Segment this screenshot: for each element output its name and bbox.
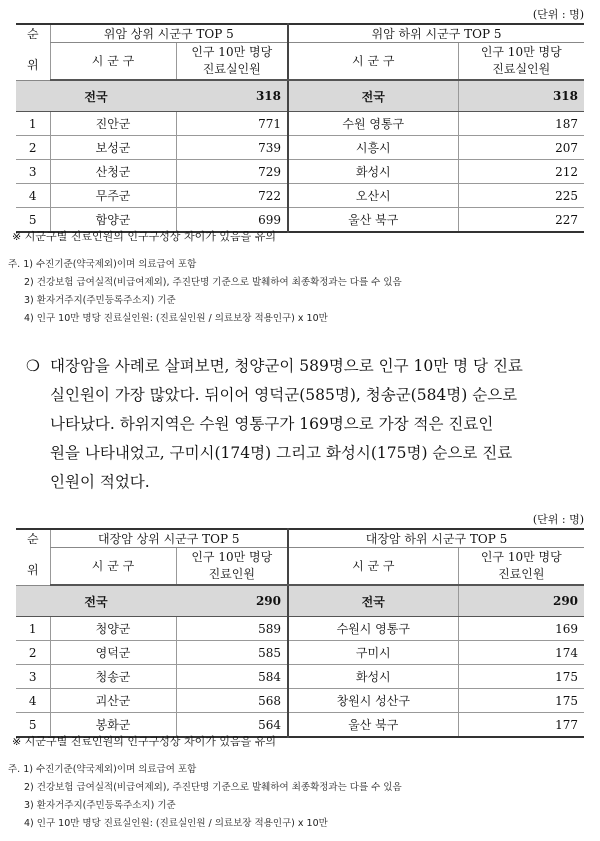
region-cell: 괴산군 [50,689,176,713]
value-cell: 589 [176,617,288,641]
rank-header: 순 위 [16,529,50,585]
paragraph-line: 인원이 적었다. [50,473,150,491]
national-label: 전국 [16,80,176,112]
region-cell: 청송군 [50,665,176,689]
footnote: 2) 건강보험 급여실적(비급여제외), 주진단명 기준으로 발췌하여 최종확정과는 다를 수 있음 [24,277,402,288]
region-cell: 영덕군 [50,641,176,665]
region-cell: 수원 영통구 [288,112,458,136]
value-header: 인구 10만 명당 진료인원 [176,548,288,586]
bottom5-title: 대장암 하위 시군구 TOP 5 [288,529,584,548]
value-cell: 739 [176,136,288,160]
region-cell: 무주군 [50,184,176,208]
rank-cell: 2 [16,641,50,665]
table-note: ※ 시군구별 진료인원의 인구구성상 차이가 있음을 유의 [12,230,276,243]
rank-cell: 4 [16,689,50,713]
value-cell: 175 [458,665,584,689]
value-cell: 212 [458,160,584,184]
value-cell: 564 [176,713,288,738]
paragraph-line: 원을 나타내었고, 구미시(174명) 그리고 화성시(175명) 순으로 진료 [50,444,513,462]
region-cell: 울산 북구 [288,713,458,738]
region-cell: 보성군 [50,136,176,160]
region-cell: 봉화군 [50,713,176,738]
region-cell: 시흥시 [288,136,458,160]
national-row [16,80,584,112]
table-note: ※ 시군구별 진료인원의 인구구성상 차이가 있음을 유의 [12,735,276,748]
region-header: 시 군 구 [288,43,458,81]
table-row [16,112,584,136]
region-cell: 울산 북구 [288,208,458,233]
footnote: 3) 환자거주지(주민등록주소지) 기준 [24,800,176,811]
table-row [16,665,584,689]
rank-cell: 1 [16,112,50,136]
rank-cell: 3 [16,160,50,184]
top5-title: 대장암 상위 시군구 TOP 5 [50,529,288,548]
footnote: 4) 인구 10만 명당 진료실인원: (진료실인원 / 의료보장 적용인구) x 10만 [24,313,328,324]
bottom5-title: 위암 하위 시군구 TOP 5 [288,24,584,43]
region-cell: 화성시 [288,665,458,689]
region-cell: 화성시 [288,160,458,184]
region-header: 시 군 구 [50,548,176,586]
region-cell: 오산시 [288,184,458,208]
value-cell: 175 [458,689,584,713]
top5-title: 위암 상위 시군구 TOP 5 [50,24,288,43]
footnote: 2) 건강보험 급여실적(비급여제외), 주진단명 기준으로 발췌하여 최종확정과는 다를 수 있음 [24,782,402,793]
table-row [16,160,584,184]
rank-cell: 1 [16,617,50,641]
national-row [16,585,584,617]
national-value: 318 [176,80,288,112]
unit-label: (단위 : 명) [532,513,584,526]
value-header: 인구 10만 명당 진료실인원 [458,43,584,81]
region-header: 시 군 구 [50,43,176,81]
value-cell: 207 [458,136,584,160]
body-paragraph [28,352,584,497]
region-header: 시 군 구 [288,548,458,586]
value-cell: 585 [176,641,288,665]
paragraph-line: 나타났다. 하위지역은 수원 영통구가 169명으로 가장 적은 진료인 [50,415,494,433]
colorectal-cancer-table [16,528,584,738]
value-header: 인구 10만 명당 진료인원 [458,548,584,586]
rank-cell: 4 [16,184,50,208]
value-cell: 187 [458,112,584,136]
national-value: 290 [176,585,288,617]
region-cell: 구미시 [288,641,458,665]
national-label: 전국 [288,80,458,112]
unit-label: (단위 : 명) [532,8,584,21]
region-cell: 청양군 [50,617,176,641]
rank-cell: 3 [16,665,50,689]
bullet-icon: ❍ [26,357,40,375]
table-row [16,184,584,208]
table-row [16,617,584,641]
region-cell: 산청군 [50,160,176,184]
region-cell: 창원시 성산구 [288,689,458,713]
paragraph-line: 실인원이 가장 많았다. 뒤이어 영덕군(585명), 청송군(584명) 순으로 [50,386,518,404]
value-header: 인구 10만 명당 진료실인원 [176,43,288,81]
national-label: 전국 [288,585,458,617]
national-label: 전국 [16,585,176,617]
value-cell: 568 [176,689,288,713]
value-cell: 169 [458,617,584,641]
national-value: 318 [458,80,584,112]
national-value: 290 [458,585,584,617]
footnote: 주. 1) 수진기준(약국제외)이며 의료급여 포함 [8,764,197,775]
footnote: 주. 1) 수진기준(약국제외)이며 의료급여 포함 [8,259,197,270]
region-cell: 수원시 영통구 [288,617,458,641]
paragraph-line: 대장암을 사례로 살펴보면, 청양군이 589명으로 인구 10만 명 당 진료 [50,357,523,375]
value-cell: 177 [458,713,584,738]
footnote: 4) 인구 10만 명당 진료실인원: (진료실인원 / 의료보장 적용인구) x 10만 [24,818,328,829]
table-row [16,641,584,665]
value-cell: 227 [458,208,584,233]
region-cell: 함양군 [50,208,176,233]
rank-cell: 5 [16,208,50,233]
region-cell: 진안군 [50,112,176,136]
value-cell: 174 [458,641,584,665]
rank-cell: 5 [16,713,50,738]
value-cell: 771 [176,112,288,136]
stomach-cancer-table [16,23,584,233]
value-cell: 722 [176,184,288,208]
footnote: 3) 환자거주지(주민등록주소지) 기준 [24,295,176,306]
table-row [16,136,584,160]
table-row [16,689,584,713]
rank-header: 순 위 [16,24,50,80]
value-cell: 584 [176,665,288,689]
value-cell: 699 [176,208,288,233]
rank-cell: 2 [16,136,50,160]
value-cell: 729 [176,160,288,184]
value-cell: 225 [458,184,584,208]
